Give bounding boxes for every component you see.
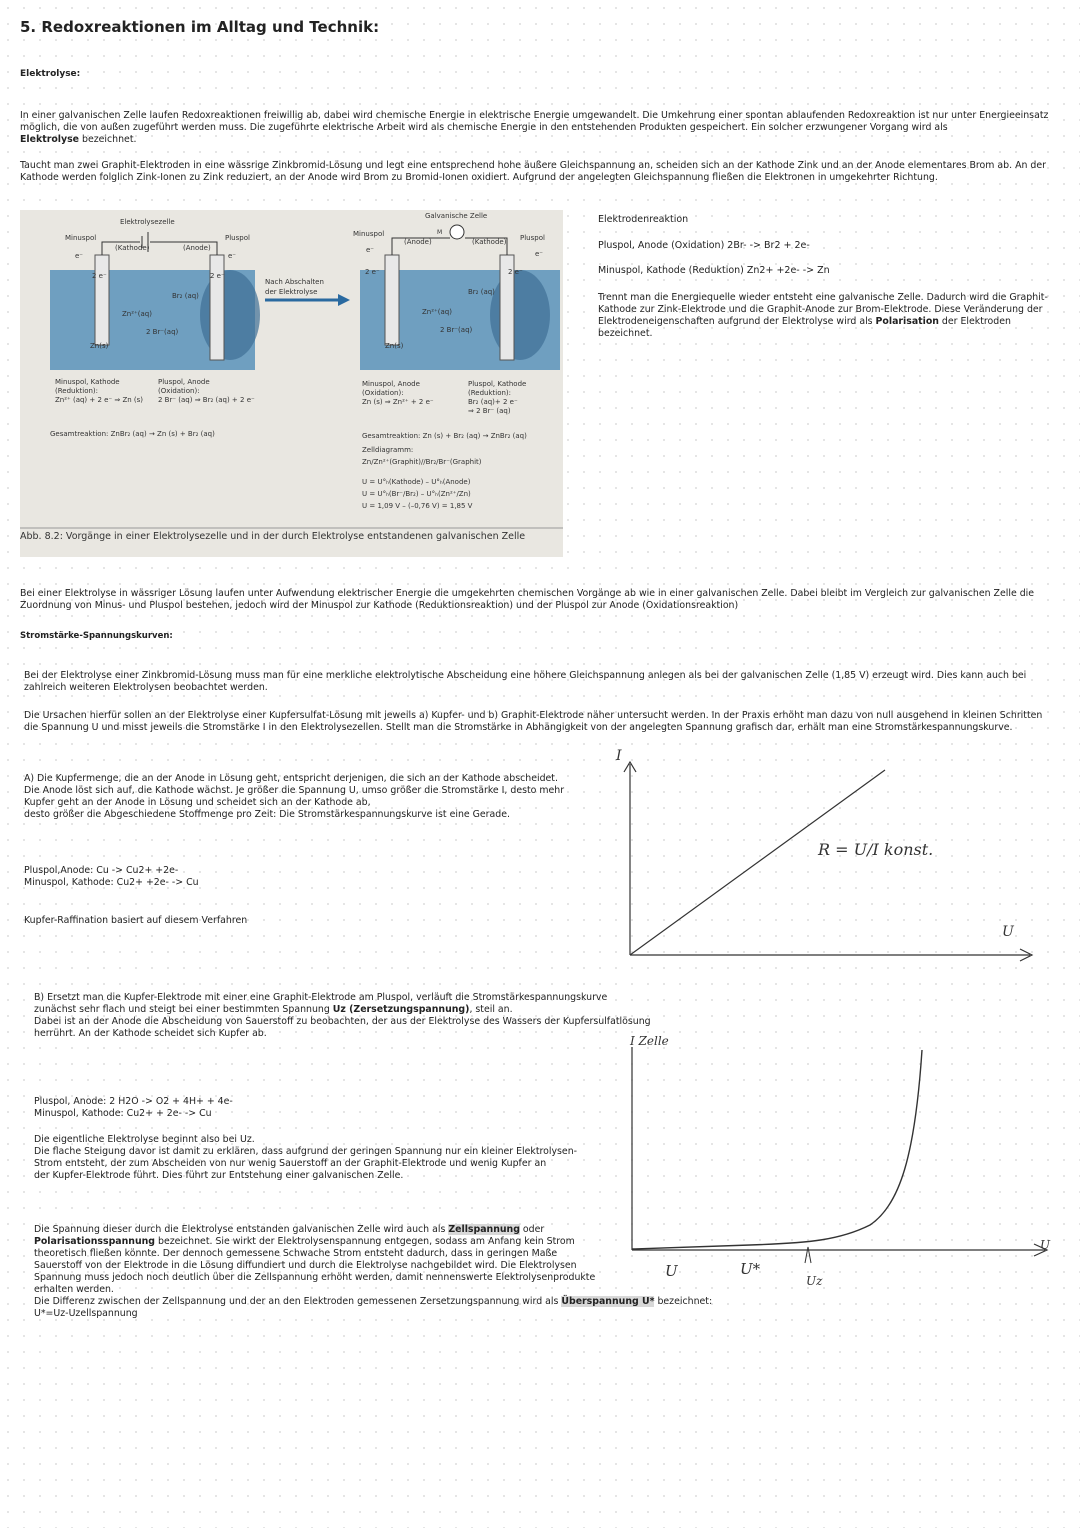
right-anode [385,255,399,345]
page-title: 5. Redoxreaktionen im Alltag und Technik: [20,18,380,36]
kurven-paragraph-1: Bei der Elektrolyse einer Zinkbromid-Lösung muss man für eine merkliche elektrolytische Abscheidung eine höhere Gleichspannung anlegen als bei der galvanischen Zelle (1,85 V) erzeugt wird. Dies kann auch bei zahlreich weiteren Elektrolysen beobachtet werden. [24,670,1027,693]
part-b-paragraph: B) Ersetzt man die Kupfer-Elektrode mit einer eine Graphit-Elektrode am Pluspol, verläuft die Stromstärkespannungskurve zunächst sehr flach und steigt bei einer bestimmten Spannung Uz (Zersetzungspannung), steil an. Dabei ist an der Anode die Abscheidung von Sauerstoff zu beobachten, der aus der Elektrolyse des Wassers der Kupfersulfatlösung herrührt. An der Kathode scheidet sich Kupfer ab. [34,992,651,1039]
kurven-paragraph-2: Die Ursachen hierfür sollen an der Elektrolyse einer Kupfersulfat-Lösung mit jeweils a) Kupfer- und b) Graphit-Elektrode näher untersucht werden. In der Praxis erhöht man dazu von null ausgehend in kleinen Schritten die Spannung U und misst jeweils die Stromstärke I in den Elektrolysezellen. Stellt man die Stromstärke in Abhängigkeit von der angelegten Spannung grafisch dar, erhält man eine Stromstärkespannungskurve. [24,710,1043,733]
vergleich-paragraph: Bei einer Elektrolyse in wässriger Lösung laufen unter Aufwendung elektrischer Energie die umgekehrten chemischen Vorgänge ab wie in einer galvanischen Zelle. Dabei bleibt im Vergleich zur galvanischen Zelle die Zuordnung von Minus- und Pluspol bestehen, jedoch wird der Minuspol zur Kathode (Reduktionsreaktion) und der Pluspol zur Anode (Oxidationsreaktion) [20,588,1035,611]
term-elektrolyse: Elektrolyse [20,134,80,145]
left-anode [210,255,224,360]
section-heading-elektrolyse: Elektrolyse: [20,69,81,79]
textbook-figure-photo: Elektrolysezelle Galvanische Zelle M Minuspol Pluspol (Kathode) (Anode) Minuspol (Anode) (Kathode) Pluspol e⁻ e⁻ e⁻ e⁻ 2 e⁻ 2 e⁻ 2 e⁻ 2 e⁻ Br₂ (aq) Br₂ (aq) Zn²⁺(aq) Zn²⁺(aq) 2 Br⁻(aq) 2 Br⁻(aq) Zn(s) Zn(s) Nach Abschalten der Elektrolyse Minuspol, Kathode (Reduktion): Zn²⁺ (aq) + 2 e⁻ ⇒ Zn (s) Pluspol, Anode (Oxidation): 2 Br⁻ (aq) ⇒ Br₂ (aq) + 2 e⁻ Gesamtreaktion: ZnBr₂ (aq) → Zn (s) + Br₂ (aq) Minuspol, Anode (Oxidation): Zn (s) ⇒ Zn²⁺ + 2 e⁻ Pluspol, Kathode (Reduktion): Br₂ (aq)+ 2 e⁻ ⇒ 2 Br⁻ (aq) Gesamtreaktion: Zn (s) + Br₂ (aq) → ZnBr₂ (aq) Zelldiagramm: Zn/Zn²⁺(Graphit)//Br₂/Br⁻(Graphit) U = U°ₕ(Kathode) – U°ₕ(Anode) U = U°ₕ(Br⁻/Br₂) – U°ₕ(Zn²⁺/Zn) U = 1,09 V – (–0,76 V) = 1,85 V Abb. 8.2: Vorgänge in einer Elektrolysezelle und in der durch Elektrolyse entstandenen galvanischen Zelle [20,210,563,557]
zinkbromid-paragraph: Taucht man zwei Graphit-Elektroden in eine wässrige Zinkbromid-Lösung und legt eine entsprechend hohe äußere Gleichspannung an, scheiden sich an der Kathode Zink und an der Anode elementares Brom ab. An der Kathode werden folglich Zink-Ionen zu Zink reduziert, an der Anode wird Brom zu Bromid-Ionen oxidiert. Aufgrund der angelegten Gleichspannung fließen die Elektronen in umgekehrter Richtung. [20,160,1046,183]
elektrodenreaktion-heading: Elektrodenreaktion [598,214,689,225]
graph-b-tick-u: U [665,1262,678,1280]
polarisation-paragraph: Trennt man die Energiequelle wieder entsteht eine galvanische Zelle. Dadurch wird die Graphit- Kathode zur Zink-Elektrode und die Graphit-Anode zur Brom-Elektrode. Diese Veränderung der Elektrodeneigenschaften aufgrund der Elektrolyse wird als Polarisation der Elektroden bezeichnet. [598,292,1048,339]
term-zersetzungsspannung: Uz (Zersetzungspannung) [332,1004,470,1015]
part-a-reactions: Pluspol,Anode: Cu -> Cu2+ +2e- Minuspol, Kathode: Cu2+ +2e- -> Cu [24,865,199,888]
left-cathode [95,255,109,345]
term-zellspannung: Zellspannung [448,1224,520,1235]
intro-paragraph: In einer galvanischen Zelle laufen Redoxreaktionen freiwillig ab, dabei wird chemische Energie in elektrische Energie umgewandelt. Die Umkehrung einer spontan ablaufenden Redoxreaktion ist nur unter Energieeinsatz möglich, die von außen zugeführt werden muss. Die zugeführte elektrische Arbeit wird als chemische Energie in den entstehenden Produkten gespeichert. Ein solcher erzwungener Vorgang wird als Elektrolyse bezeichnet. [20,110,1049,145]
part-a-paragraph: A) Die Kupfermenge, die an der Anode in Lösung geht, entspricht derjenigen, die sich an der Kathode abscheidet. Die Anode löst sich auf, die Kathode wächst. Je größer die Spannung U, umso größer die Stromstärke I, desto mehr Kupfer geht an der Anode in Lösung und scheidet sich an der Kathode ab, desto größer die Abgeschiedene Stoffmenge pro Zeit: Die Stromstärkespannungskurve ist eine Gerade. [24,773,565,820]
figure-caption: Abb. 8.2: Vorgänge in einer Elektrolysezelle und in der durch Elektrolyse entstandenen galvanischen Zelle [20,531,526,542]
elektrodenreaktion-minus: Minuspol, Kathode (Reduktion) Zn2+ +2e- -> Zn [598,265,830,276]
term-ueberspannung: Überspannung U* [561,1296,655,1307]
part-b-reactions: Pluspol, Anode: 2 H2O -> O2 + 4H+ + 4e- Minuspol, Kathode: Cu2+ + 2e- -> Cu [34,1096,233,1119]
graph-a-note: R = U/I konst. [818,840,934,859]
term-polarisation: Polarisation [875,316,939,327]
graph-b-x-label: U [1040,1238,1051,1252]
part-b-explanation: Die eigentliche Elektrolyse beginnt also bei Uz. Die flache Steigung davor ist damit zu erklären, dass aufgrund der geringen Spannung nur ein kleiner Elektrolysen- Strom entsteht, der zum Abscheiden von nur wenig Sauerstoff an der Graphit-Elektrode und wenig Kupfer an der Kupfer-Elektrode führt. Dies führt zur Entstehung einer galvanischen Zelle. [34,1134,578,1181]
zellspannung-paragraph: Die Spannung dieser durch die Elektrolyse entstanden galvanischen Zelle wird auch als Zellspannung oder Polarisationsspannung bezeichnet. Sie wirkt der Elektrolysenspannung entgegen, sodass am Anfang kein Strom theoretisch fließen könnte. Der dennoch gemessene Schwache Strom entsteht dadurch, dass in geringen Maße Sauerstoff von der Elektrode in die Lösung diffundiert und durch die Elektrolyse nachgebildet wird. Die Elektrolysen Spannung muss jedoch noch deutlich über die Zellspannung erhöht werden, damit nennenswerte Elektrolysenprodukte erhalten werden. Die Differenz zwischen der Zellspannung und der an den Elektroden gemessenen Zersetzungspannung wird als Überspannung U* bezeichnet: U*=Uz-Uzellspannung [34,1224,713,1319]
part-a-raffination: Kupfer-Raffination basiert auf diesem Verfahren [24,915,248,926]
graph-b-tick-ustar: U* [740,1260,761,1278]
graph-a-y-label: I [616,748,622,764]
graph-b-y-label: I Zelle [630,1034,669,1048]
section-heading-kurven: Stromstärke-Spannungskurven: [20,631,173,641]
graph-b-exponential [600,1035,1060,1265]
voltmeter-icon [450,225,464,239]
term-polarisationsspannung: Polarisationsspannung [34,1236,156,1247]
elektrodenreaktion-plus: Pluspol, Anode (Oxidation) 2Br- -> Br2 + 2e- [598,240,810,251]
graph-a-x-label: U [1002,924,1014,940]
graph-b-curve [632,1050,922,1249]
graph-b-tick-uz: Uz [806,1274,823,1288]
graph-a-line [630,770,885,955]
